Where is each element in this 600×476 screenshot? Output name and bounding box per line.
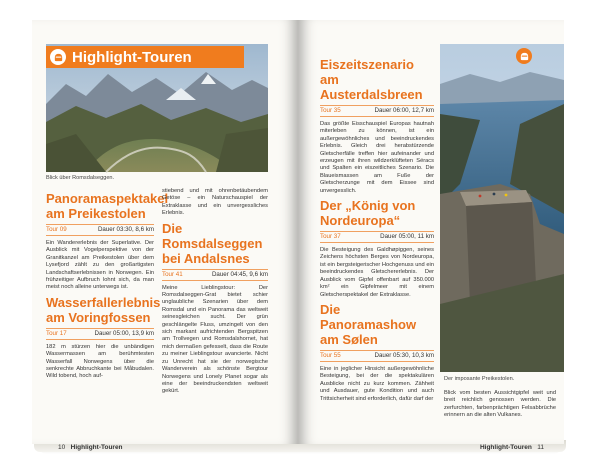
heading-galdhopiggen: Der „König von Nordeuropa“	[320, 198, 416, 229]
body-text: Das größte Eisschauspiel Europas hautnah miterleben zu können, ist ein außergewöhnliches und beeindruckendes Erlebnis. Gleich drei herabstürzende Gletscherfälle treffen hier aufeinander und erzeugen mit ihren wildzerklüfteten Séracs und Spalten ein eiszeitliches Szenario. Die Blaueismassen am Fuße der Gletscherzunge mit dem Eissee sind unvergesslich.	[320, 121, 434, 194]
tour-number: Tour 37	[320, 233, 341, 241]
heading-romsdalseggen: Die Romsdalseggen bei Andalsnes	[162, 220, 263, 266]
right-column-2	[444, 390, 556, 423]
right-column-1	[320, 54, 434, 406]
left-page	[32, 20, 298, 451]
highlight-hand-icon	[516, 48, 532, 64]
highlight-touren-banner	[46, 46, 244, 68]
heading-voringfossen: Wasserfallerlebnis am Voringfossen	[46, 294, 161, 325]
body-text: Meine Lieblingstour: Der Romsdalseggen-Grat bietet schier unglaubliche Szenarien über dem Romsdal und ein Panorama das weltweit seinesgleichen sucht. Der grün geschlängelte Fluss, umzingelt von den sich markant aufrichtenden Bergspitzen am Trollvegen und Romsdalshornet, hat mich dermaßen gefesselt, dass die Route zu meiner Lieblingstour avancierte. Nicht zu Unrecht hat sie der norwegische Wanderverein als schönste Bergtour Norwegens und Lonely Planet sogar als eine der beeindruckendsten weltweit gekürt.	[162, 284, 268, 395]
body-text: stiebend und mit ohrenbetäubendem Getöse – ein Naturschauspiel der Extraklasse und ein unvergessliches Erlebnis.	[162, 188, 268, 217]
left-column-2	[162, 188, 268, 399]
highlight-hand-icon	[50, 49, 66, 65]
body-text: Blick vom besten Aussichtgipfel weit und breit reichlich genossen werden. Die zerfurchten, farbenprächtigen Felsabbrüche erinnern an die alten Vulkanes.	[444, 390, 556, 419]
heading-austerdalsbreen: Eiszeitszenario am Austerdalsbreen	[320, 57, 423, 102]
tour-duration: Dauer 05:00, 13,9 km	[94, 329, 154, 337]
tour-info-55	[320, 350, 434, 362]
left-column-1	[46, 188, 169, 384]
tour-number: Tour 09	[46, 226, 67, 233]
tour-number: Tour 17	[46, 329, 67, 337]
tour-info-35	[320, 105, 434, 117]
running-title: Highlight-Touren	[479, 444, 532, 451]
cliff-fjord-image	[440, 44, 564, 372]
tour-number: Tour 35	[320, 107, 341, 114]
photo-caption: Der imposante Preikestolen.	[444, 376, 515, 382]
section-title: Highlight-Touren	[72, 48, 192, 66]
body-text: 182 m stürzen hier die unbändigen Wassermassen am berühmtesten Wasserfall Norwegens über die senkrechte Abbruchkante bei Måbudalen. Wild tobend, hoch auf-	[46, 343, 154, 380]
tour-info-09	[46, 224, 154, 236]
heading-solen: Die Panoramashow am Sølen	[320, 301, 417, 347]
tour-duration: Dauer 05:00, 11 km	[380, 233, 434, 241]
tour-duration: Dauer 04:45, 9,6 km	[211, 270, 268, 278]
tour-duration: Dauer 05:30, 10,3 km	[374, 351, 434, 359]
body-text: Ein Wandererlebnis der Superlative. Der Ausblick mit Vogelperspektive von der Granitkanzel am Preikestolen über dem Lysefjord zählt zu den großartigsten Landschaftserlebnissen in Norwegen. Ein frühzeitiger Aufbruch lohnt sich, da man meist noch alleine unterwegs ist.	[46, 240, 154, 291]
tour-number: Tour 55	[320, 351, 341, 359]
tour-duration: Dauer 06:00, 12,7 km	[374, 107, 434, 114]
tour-info-17	[46, 328, 154, 340]
page-number: 11	[537, 444, 544, 451]
tour-info-41	[162, 269, 268, 281]
tour-info-37	[320, 231, 434, 243]
tour-number: Tour 41	[162, 270, 183, 278]
right-page	[298, 20, 564, 451]
folio-right	[480, 444, 544, 451]
body-text: Eine in jeglicher Hinsicht außergewöhnliche Besteigung, bei der die spektakulären Ausblicke nicht zu kurz kommen. Zähheit und Ausdauer, gute Kondition und auch Trittsicherheit sind erforderlich, dafür darf der	[320, 365, 434, 402]
preikestolen-photo	[440, 44, 564, 372]
photo-caption: Blick über Romsdalseggen.	[46, 175, 115, 181]
running-title: Highlight-Touren	[70, 444, 123, 451]
heading-preikestolen: Panoramaspektakel am Preikestolen	[46, 191, 169, 221]
page-number: 10	[58, 444, 66, 451]
body-text: Die Besteigung des Galdhøpiggen, seines Zeichens höchsten Berges von Nordeuropa, ist ein bergsteigerischer Hochgenuss und ein beeindruckendes Gletschererlebnis. Der Ausblick vom Gipfel offenbart auf 350.000 km² ein Gipfelmeer mit einem Gletscherspektakel der Extraklasse.	[320, 247, 434, 298]
tour-duration: Dauer 03:30, 8,6 km	[97, 226, 154, 233]
folio-left	[58, 444, 123, 451]
